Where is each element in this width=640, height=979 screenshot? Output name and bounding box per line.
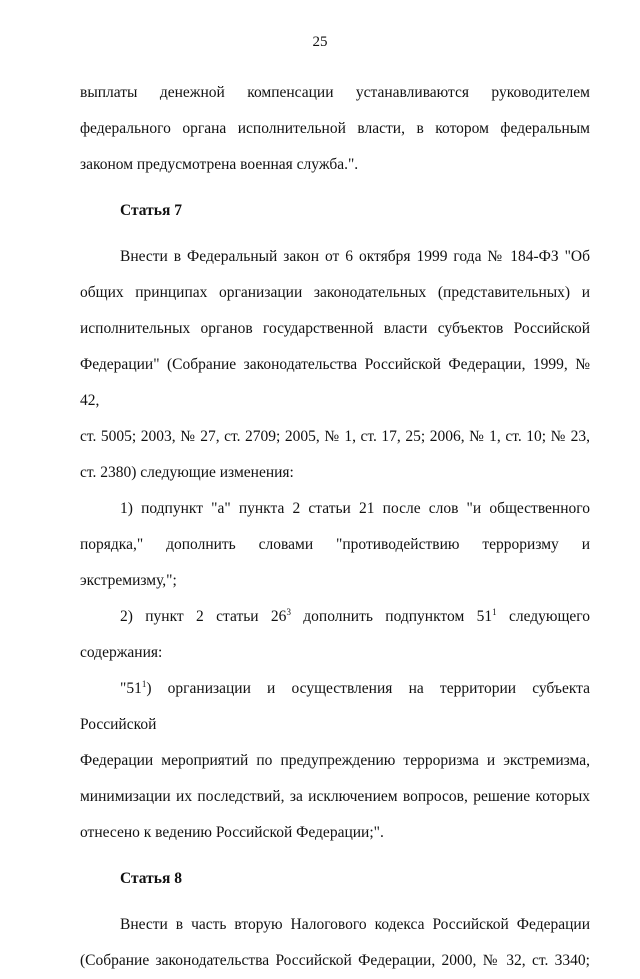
superscript: 1	[141, 679, 147, 689]
superscript: 3	[286, 607, 291, 617]
body-line: федерального органа исполнительной власти, в котором федеральным	[80, 120, 590, 137]
body-line: Внести в Федеральный закон от 6 октября 1999 года № 184-ФЗ "Об	[120, 248, 590, 265]
text-fragment: ) организации и осуществления на территории субъекта Российской	[80, 680, 590, 733]
body-line: общих принципах организации законодательных (представительных) и	[80, 284, 590, 301]
quote-line: отнесено к ведению Российской Федерации;".	[80, 824, 384, 841]
list-item-2-line: содержания:	[80, 644, 163, 661]
body-line: законом предусмотрена военная служба.".	[80, 156, 359, 173]
body-line: (Собрание законодательства Российской Федерации, 2000, № 32, ст. 3340;	[80, 952, 590, 969]
body-line: ст. 5005; 2003, № 27, ст. 2709; 2005, № 1, ст. 17, 25; 2006, № 1, ст. 10; № 23,	[80, 428, 590, 445]
text-fragment: следующего	[496, 608, 590, 625]
document-body	[80, 75, 590, 979]
body-line: Внести в часть вторую Налогового кодекса Российской Федерации	[120, 916, 590, 933]
list-item-1-line: 1) подпункт "а" пункта 2 статьи 21 после слов "и общественного	[120, 500, 590, 517]
quote-line	[80, 671, 590, 743]
text-fragment: 2) пункт 2 статьи 26	[120, 608, 287, 625]
list-item-2-line	[80, 599, 590, 635]
body-line: Федерации" (Собрание законодательства Российской Федерации, 1999, № 42,	[80, 356, 590, 409]
text-fragment: дополнить подпунктом 51	[290, 608, 493, 625]
article-8-heading: Статья 8	[120, 870, 182, 887]
body-line: выплаты денежной компенсации устанавливаются руководителем	[80, 84, 590, 101]
article-7-heading: Статья 7	[120, 202, 182, 219]
list-item-1-line: порядка," дополнить словами "противодействию терроризму и	[80, 536, 590, 553]
page-number: 25	[312, 34, 328, 50]
text-fragment: "51	[120, 680, 142, 697]
body-line: исполнительных органов государственной власти субъектов Российской	[80, 320, 590, 337]
quote-line: Федерации мероприятий по предупреждению терроризма и экстремизма,	[80, 752, 590, 769]
list-item-1-line: экстремизму,";	[80, 572, 177, 589]
quote-line: минимизации их последствий, за исключением вопросов, решение которых	[80, 788, 590, 805]
body-line: ст. 2380) следующие изменения:	[80, 464, 294, 481]
superscript: 1	[492, 607, 497, 617]
